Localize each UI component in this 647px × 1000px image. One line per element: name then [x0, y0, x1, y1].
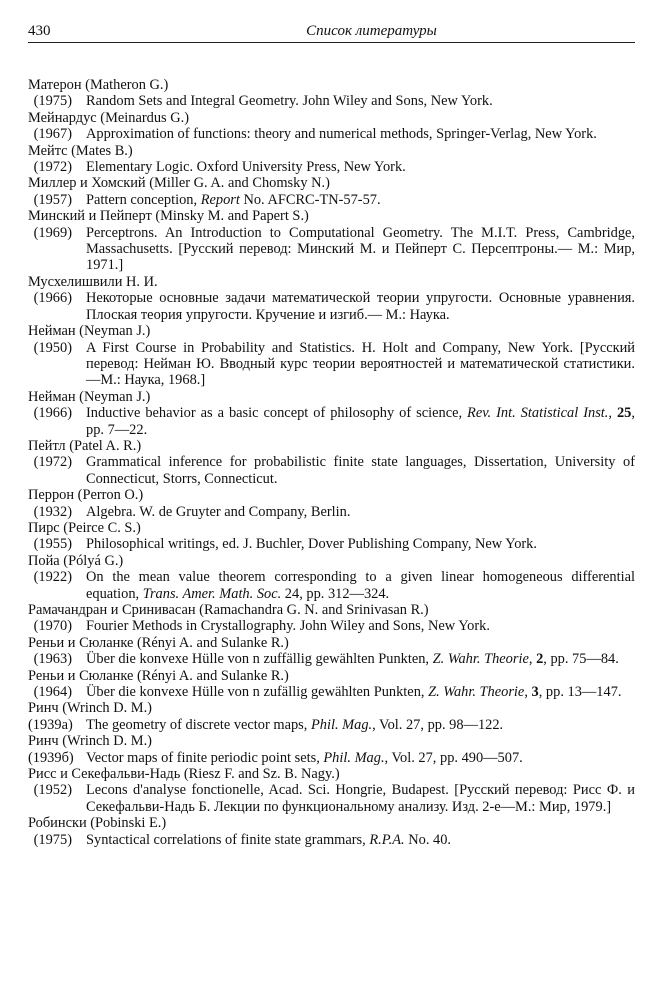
reference-year: (1966)	[33, 290, 72, 307]
reference-text-part: 2	[536, 651, 544, 668]
reference-text	[86, 651, 635, 667]
reference-author: Ринч (Wrinch D. M.)	[28, 700, 152, 717]
reference-work	[28, 536, 635, 552]
reference-text-part: Perceptrons. An Introduction to Computational Geometry. The M.I.T. Press, Cambridge, Massachusetts. [Русский перевод: Минский М. и Пейперт С. Персептроны.— М.: Мир, 1971.]	[86, 224, 635, 274]
reference-text-part: , pp. 13—147.	[538, 684, 622, 701]
reference-text-part: Leсons d'analyse fonctionelle, Acad. Sci. Hongrie, Budapest. [Русский перевод: Рисс Ф. и Секефальви-Надь Б. Лекции по функциональному анализу. Изд. 2-е—М.: Мир, 1979.]	[86, 782, 635, 815]
reference-author: Мейнардус (Meinardus G.)	[28, 109, 190, 126]
reference-work	[28, 405, 635, 438]
reference-text-part: Über die konvexe Hülle von n zuffällig gewählten Punkten,	[86, 651, 433, 668]
reference-text	[86, 93, 635, 109]
reference-author: Мейтс (Mates B.)	[28, 142, 133, 159]
reference-year: (1939a)	[28, 716, 73, 733]
reference-text	[86, 618, 635, 634]
reference-year: (1972)	[33, 454, 72, 471]
reference-text-part: No. 40.	[404, 831, 452, 848]
page-number: 430	[28, 23, 51, 39]
reference-text	[86, 340, 635, 389]
reference-text-part: ,	[608, 405, 617, 422]
reference-year: (1939б)	[28, 749, 74, 766]
reference-text-part: Report	[200, 191, 240, 208]
reference-author: Нейман (Neyman J.)	[28, 323, 151, 340]
reference-text-part: Grammatical inference for probabilistic finite state languages, Dissertation, University of Connecticut, Storrs, Connecticut.	[86, 454, 635, 487]
reference-year: (1975)	[33, 831, 72, 848]
reference-year: (1975)	[33, 93, 72, 110]
reference-work	[28, 454, 635, 487]
reference-work	[28, 651, 635, 667]
reference-text	[86, 782, 635, 815]
reference-work	[28, 340, 635, 389]
reference-work	[28, 504, 635, 520]
reference-author: Матерон (Matheron G.)	[28, 77, 169, 93]
reference-text	[86, 832, 635, 848]
reference-year: (1963)	[33, 651, 72, 668]
reference-text-part: Philosophical writings, ed. J. Buchler, Dover Publishing Company, New York.	[86, 536, 537, 553]
reference-text-part: On the mean value theorem corresponding to a given linear homogeneous differential equation,	[86, 569, 635, 602]
reference-work	[28, 159, 635, 175]
running-title: Список литературы	[306, 23, 437, 39]
reference-text-part: Trans. Amer. Math. Soc.	[142, 585, 282, 602]
reference-text-part: ,	[524, 684, 532, 701]
reference-author: Реньи и Сюланке (Rényi A. and Sulanke R.)	[28, 634, 289, 651]
reference-work	[28, 684, 635, 700]
reference-text-part: , pp. 7—22.	[86, 405, 635, 438]
reference-text-part: Vector maps of finite periodic point sets,	[86, 749, 324, 766]
reference-text	[86, 454, 635, 487]
reference-text-part: Phil. Mag.	[323, 749, 385, 766]
reference-year: (1952)	[33, 782, 72, 799]
reference-author: Перрон (Perron O.)	[28, 487, 144, 504]
reference-text-part: Z. Wahr. Theorie	[428, 684, 525, 701]
reference-text-part: Fourier Methods in Crystallography. John Wiley and Sons, New York.	[86, 618, 490, 635]
reference-work	[28, 126, 635, 142]
reference-text-part: Inductive behavior as a basic concept of philosophy of science,	[86, 405, 468, 422]
reference-work	[28, 782, 635, 815]
reference-text-part: Z. Wahr. Theorie	[432, 651, 529, 668]
reference-text-part: ,	[528, 651, 537, 668]
reference-author: Рисс и Секефальви-Надь (Riesz F. and Sz. B. Nagy.)	[28, 766, 340, 783]
reference-text	[86, 569, 635, 602]
reference-year: (1922)	[33, 569, 72, 586]
reference-author: Робински (Pobinski E.)	[28, 815, 167, 832]
reference-text	[86, 159, 635, 175]
reference-text-part: 3	[531, 684, 539, 701]
reference-text-part: R.P.A.	[369, 831, 405, 848]
reference-text	[86, 750, 635, 766]
reference-text-part: 24, pp. 312—324.	[281, 585, 390, 602]
reference-work	[28, 832, 635, 848]
reference-author: Ринч (Wrinch D. M.)	[28, 733, 152, 750]
reference-author: Рамачандран и Сринивасан (Ramachandra G. N. and Srinivasan R.)	[28, 602, 429, 618]
reference-year: (1964)	[33, 684, 72, 701]
reference-work	[28, 225, 635, 274]
reference-text	[86, 684, 635, 700]
reference-author: Реньи и Сюланке (Rényi A. and Sulanke R.)	[28, 667, 289, 684]
reference-text-part: No. AFCRC-TN-57-57.	[239, 191, 381, 208]
reference-author: Мусхелишвили Н. И.	[28, 273, 158, 290]
reference-text-part: A First Course in Probability and Statistics. H. Holt and Company, New York. [Русский перевод: Нейман Ю. Вводный курс теории вероятностей и математической статистики.—М.: Наука, 1968.]	[86, 339, 635, 389]
reference-work	[28, 717, 635, 733]
reference-year: (1932)	[33, 503, 72, 520]
reference-text-part: Über die konvexe Hülle von n zufällig gewählten Punkten,	[86, 684, 429, 701]
reference-text-part: Rev. Int. Statistical Inst.	[467, 405, 609, 422]
reference-work	[28, 618, 635, 634]
page-header	[28, 20, 635, 43]
reference-work	[28, 750, 635, 766]
reference-work	[28, 569, 635, 602]
reference-text	[86, 225, 635, 274]
reference-list	[28, 77, 635, 848]
reference-text-part: , pp. 75—84.	[543, 651, 619, 668]
reference-text-part: Approximation of functions: theory and numerical methods, Springer-Verlag, New York.	[86, 126, 597, 143]
reference-text-part: The geometry of discrete vector maps,	[86, 716, 311, 733]
reference-text	[86, 504, 635, 520]
reference-text-part: , Vol. 27, pp. 98—122.	[372, 716, 504, 733]
reference-year: (1966)	[33, 405, 72, 422]
reference-year: (1970)	[33, 618, 72, 635]
reference-text-part: , Vol. 27, pp. 490—507.	[384, 749, 523, 766]
reference-year: (1955)	[33, 536, 72, 553]
reference-work	[28, 192, 635, 208]
reference-text	[86, 717, 635, 733]
reference-text-part: Syntactical correlations of finite state grammars,	[86, 831, 370, 848]
reference-author: Нейман (Neyman J.)	[28, 388, 151, 405]
reference-year: (1972)	[33, 159, 72, 176]
reference-text	[86, 405, 635, 438]
reference-work	[28, 93, 635, 109]
reference-year: (1969)	[33, 224, 72, 241]
reference-text	[86, 126, 635, 142]
reference-text-part: Random Sets and Integral Geometry. John Wiley and Sons, New York.	[86, 93, 493, 110]
reference-text-part: Phil. Mag.	[310, 716, 373, 733]
reference-author: Миллер и Хомский (Miller G. A. and Chomsky N.)	[28, 175, 330, 192]
reference-text-part: Elementary Logic. Oxford University Press, New York.	[86, 159, 406, 176]
reference-text-part: Pattern conception,	[86, 191, 201, 208]
reference-year: (1957)	[33, 191, 72, 208]
reference-author: Пойа (Pólyá G.)	[28, 552, 124, 569]
reference-year: (1967)	[33, 126, 72, 143]
reference-author: Минский и Пейперт (Minsky M. and Papert S.)	[28, 208, 309, 225]
reference-text-part: Некоторые основные задачи математической теории упругости. Основные уравнения. Плоская теория упругости. Кручение и изгиб.— М.: Наука.	[86, 290, 635, 323]
reference-text	[86, 536, 635, 552]
reference-text	[86, 192, 635, 208]
reference-author: Пирс (Peirce C. S.)	[28, 519, 141, 536]
reference-author: Пейтл (Patel A. R.)	[28, 437, 142, 454]
reference-year: (1950)	[33, 339, 72, 356]
reference-work	[28, 290, 635, 323]
reference-text-part: 25	[616, 405, 632, 422]
reference-text	[86, 290, 635, 323]
reference-text-part: Algebra. W. de Gruyter and Company, Berlin.	[86, 503, 351, 520]
